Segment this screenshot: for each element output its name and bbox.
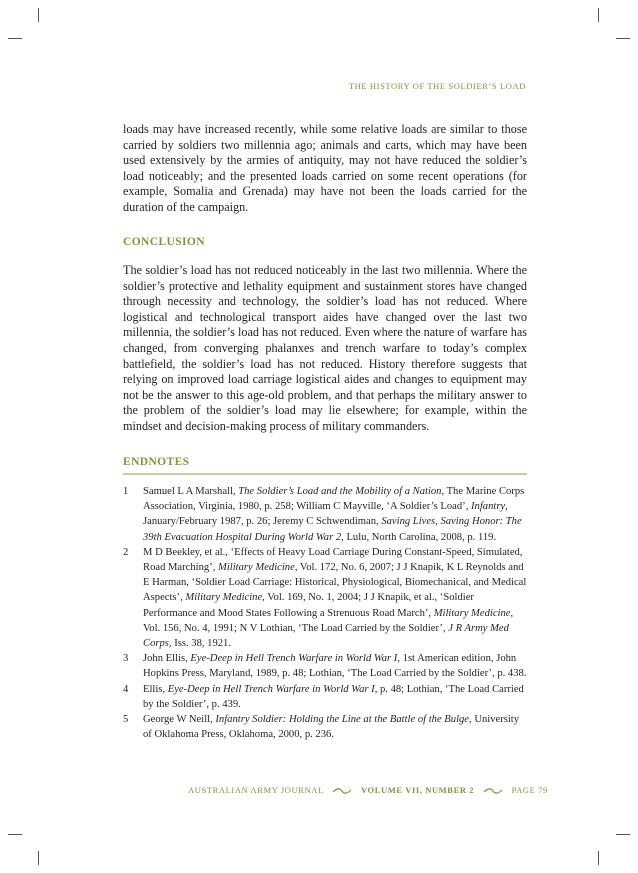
endnote-title: Infantry	[471, 501, 506, 513]
endnote-number: 2	[123, 546, 129, 558]
endnote-segment: , University of Oklahoma Press, Oklahoma, 2000, p. 236.	[143, 714, 520, 741]
endnote-segment: , The Marine Corps Association, Virginia, 1980, p. 258; William C Mayville, ‘A Soldier’s Load’,	[143, 486, 525, 513]
volume-number: VOLUME VII, NUMBER 2	[360, 785, 475, 795]
endnote	[123, 545, 527, 651]
endnote-title: The Soldier’s Load and the Mobility of a Nation	[238, 486, 442, 497]
crop-mark	[38, 8, 39, 22]
endnote-segment: Ellis,	[143, 683, 168, 695]
page-number: PAGE 79	[511, 785, 548, 795]
wave-ornament-icon	[483, 787, 503, 795]
endnote-title: Military Medicine	[185, 592, 263, 604]
endnote-segment: , Iss. 38, 1921.	[168, 638, 231, 650]
crop-mark	[8, 38, 22, 39]
crop-mark	[8, 834, 22, 835]
crop-mark	[616, 834, 630, 835]
endnote-segment: George W Neill,	[143, 714, 216, 726]
endnote-title: J R Army Med Corps	[143, 622, 509, 650]
endnote-text	[143, 653, 526, 679]
endnote-segment: , Vol. 172, No. 6, 2007; J J Knapik, K L Reynolds and E Harman, ‘Soldier Load Carriage: Historical, Physiological, Biomechanical, and Medical Aspects’,	[143, 562, 527, 604]
endnote-text	[143, 547, 526, 649]
body-paragraph: loads may have increased recently, while some relative loads are similar to those carried by soldiers two millennia ago; animals and carts, which may have been used extensively by the armies of antiquity, may not have reduced the soldier’s load noticeably; and the presented loads carried on some recent operations (for example, Somalia and Grenada) may have not been the loads carried for the duration of the campaign.	[123, 122, 527, 214]
running-head: THE HISTORY OF THE SOLDIER’S LOAD	[348, 81, 526, 91]
endnote-text	[143, 684, 524, 710]
endnote-title: Eye-Deep in Hell Trench Warfare in World War I	[167, 683, 375, 695]
crop-mark	[616, 38, 630, 39]
endnote-segment: M D Beekley, et al., ‘Effects of Heavy Load Carriage During Constant-Speed, Simulated, Road Marching’,	[143, 546, 523, 574]
endnote-segment: , Vol. 156, No. 4, 1991; N V Lothian, ‘The Load Carried by the Soldier’,	[143, 607, 514, 634]
endnote-title: Saving Lives, Saving Honor: The 39th Evacuation Hospital During World War 2	[143, 516, 522, 543]
endnote-number: 5	[123, 714, 129, 726]
endnote-segment: , Lulu, North Carolina, 2008, p. 119.	[341, 531, 497, 543]
endnote	[123, 682, 527, 712]
endnote-segment: , Vol. 169, No. 1, 2004; J J Knapik, et al., ‘Soldier Performance and Mood States Following a Strenuous Road March’,	[143, 592, 474, 619]
endnote	[123, 484, 527, 545]
endnotes-heading: ENDNOTES	[123, 456, 190, 468]
wave-ornament-icon	[332, 787, 352, 795]
endnote-title: Military Medicine	[218, 562, 295, 574]
endnote-number: 1	[123, 486, 129, 497]
endnote-segment: , January/February 1987, p. 26; Jeremy C Schwendiman,	[143, 501, 508, 528]
endnote-number: 4	[123, 683, 129, 695]
crop-mark	[38, 851, 39, 865]
endnotes-rule	[123, 473, 527, 475]
conclusion-heading: CONCLUSION	[123, 236, 205, 248]
endnote-segment: , 1st American edition, John Hopkins Press, Maryland, 1989, p. 48; Lothian, ‘The Load Carried by the Soldier’, p. 438.	[143, 653, 527, 680]
endnote-text	[143, 714, 519, 740]
endnote-segment: Samuel L A Marshall,	[143, 486, 239, 497]
conclusion-paragraph: The soldier’s load has not reduced noticeably in the last two millennia. Where the soldier’s protective and lethality equipment and sustainment stores have changed through necessity and technology, the soldier’s load has not reduced. Where logistical and technological transport aides have changed over the last two millennia, the soldier’s load has not reduced. Even where the nature of warfare has changed, from converging phalanxes and trench warfare to today’s complex battlefield, the soldier’s load has not reduced. History therefore suggests that relying on improved load carriage logistical aides and changes to equipment may not be the answer to this age-old problem, and that perhaps the military answer to the problem of the soldier’s load may lie elsewhere; for example, within the mindset and decision-making process of military commanders.	[123, 263, 527, 433]
endnotes-list	[123, 484, 527, 742]
endnote	[123, 651, 527, 681]
endnote-segment: , p. 48; Lothian, ‘The Load Carried by the Soldier’, p. 439.	[143, 683, 524, 710]
endnote-segment: John Ellis,	[143, 653, 191, 665]
endnote	[123, 712, 527, 742]
crop-mark	[598, 8, 599, 22]
endnote-text	[143, 486, 524, 543]
journal-name: AUSTRALIAN ARMY JOURNAL	[188, 785, 324, 795]
endnote-title: Infantry Soldier: Holding the Line at the Battle of the Bulge	[215, 714, 470, 726]
endnote-number: 3	[123, 653, 129, 665]
crop-mark	[598, 851, 599, 865]
page-footer	[188, 785, 548, 795]
endnote-title: Eye-Deep in Hell Trench Warfare in World War I	[190, 653, 398, 665]
endnote-title: Military Medicine	[433, 607, 511, 619]
